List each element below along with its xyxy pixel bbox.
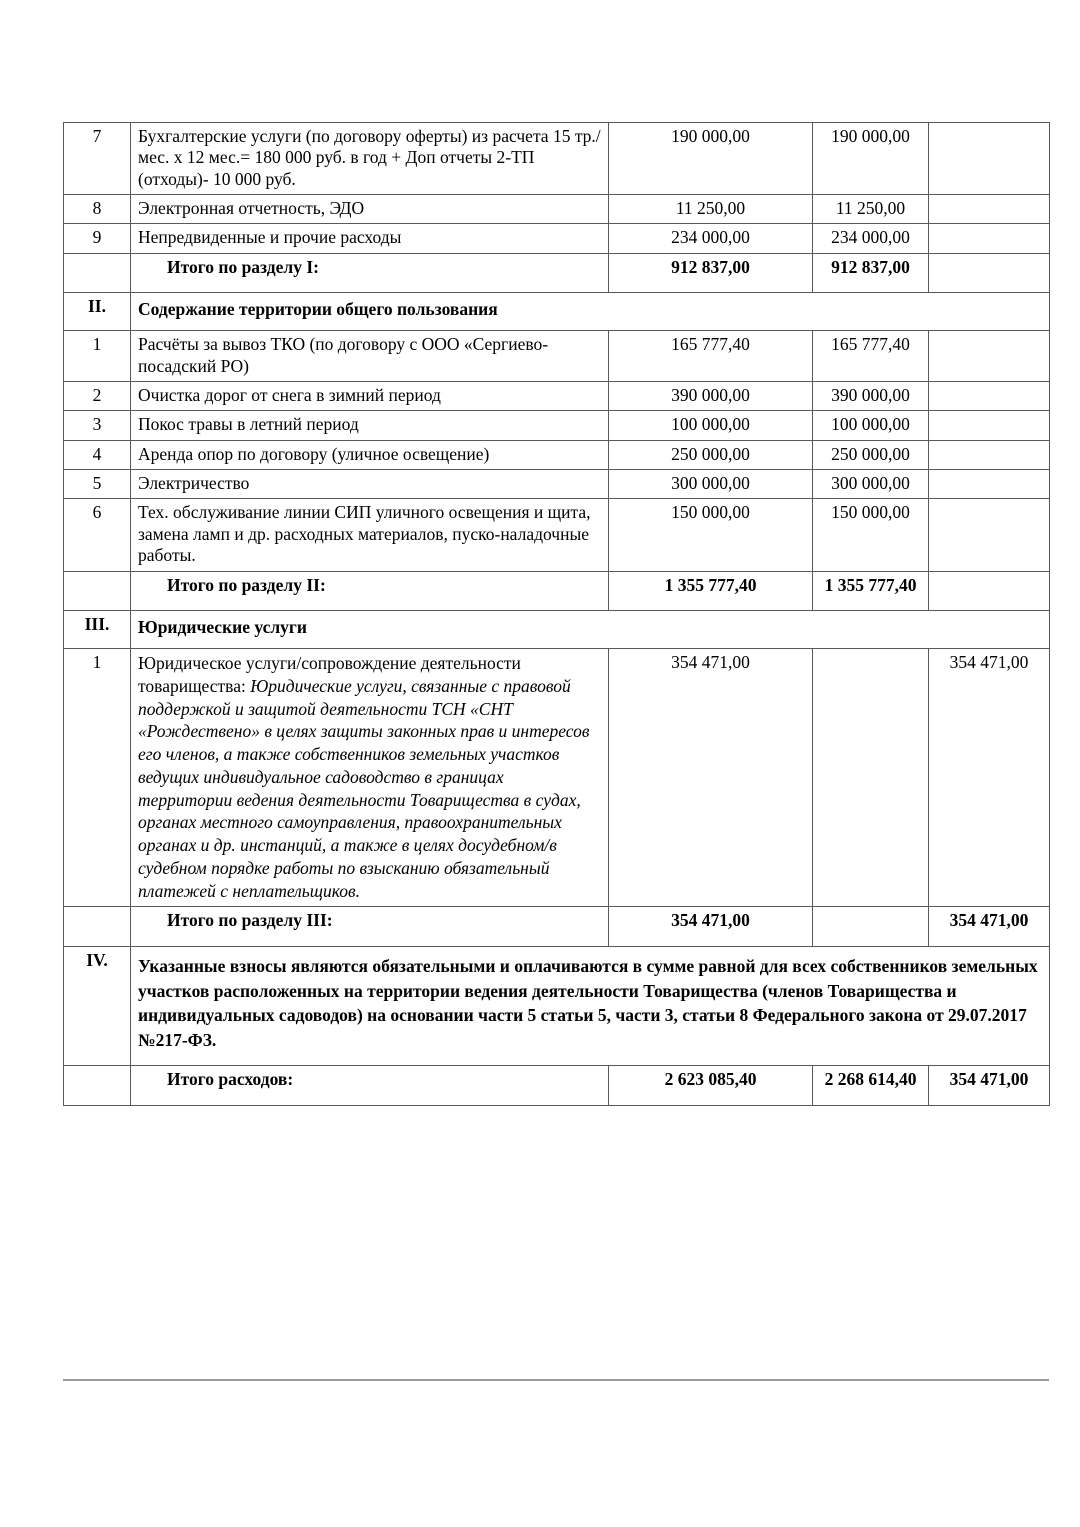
- row-amount-total: 11 250,00: [609, 195, 813, 224]
- table-row: [64, 382, 1050, 411]
- row-amount-target: [929, 123, 1050, 195]
- row-amount-members: 11 250,00: [813, 195, 929, 224]
- section-total-amount-total: 1 355 777,40: [609, 571, 813, 610]
- section-total-label: Итого по разделу I:: [131, 253, 609, 292]
- grand-total-amount-total: 2 623 085,40: [609, 1066, 813, 1105]
- section-4-notice-row: [64, 946, 1050, 1065]
- grand-total-row: [64, 1066, 1050, 1105]
- section-total-amount-members: 912 837,00: [813, 253, 929, 292]
- section-4-notice-text: Указанные взносы являются обязательными и оплачиваются в сумме равной для всех собственников земельных участков расположенных на территории ведения деятельности Товарищества (членов Товарищества и индивидуальных садоводов) на основании части 5 статьи 5, части 3, статьи 8 Федерального закона от 29.07.2017 №217-ФЗ.: [131, 946, 1050, 1065]
- grand-total-amount-target: 354 471,00: [929, 1066, 1050, 1105]
- row-amount-total: 250 000,00: [609, 440, 813, 469]
- row-number: 7: [64, 123, 131, 195]
- row-amount-total: 354 471,00: [609, 649, 813, 907]
- table-row: [64, 224, 1050, 253]
- row-number: [64, 907, 131, 946]
- row-amount-total: 300 000,00: [609, 470, 813, 499]
- table-row: [64, 649, 1050, 907]
- row-amount-members: 150 000,00: [813, 499, 929, 571]
- section-number: IV.: [64, 946, 131, 1065]
- row-amount-target: [929, 411, 1050, 440]
- footer-divider: [63, 1379, 1049, 1381]
- section-total-amount-target: [929, 253, 1050, 292]
- row-number: 9: [64, 224, 131, 253]
- section-total-label: Итого по разделу II:: [131, 571, 609, 610]
- row-amount-members: 234 000,00: [813, 224, 929, 253]
- grand-total-label: Итого расходов:: [131, 1066, 609, 1105]
- section-title: Содержание территории общего пользования: [131, 293, 1050, 331]
- row-description: Расчёты за вывоз ТКО (по договору с ООО «Сергиево-посадский РО): [131, 331, 609, 382]
- section-title: Юридические услуги: [131, 610, 1050, 648]
- grand-total-amount-members: 2 268 614,40: [813, 1066, 929, 1105]
- row-amount-target: [929, 224, 1050, 253]
- section-total-amount-total: 354 471,00: [609, 907, 813, 946]
- row-amount-target: [929, 499, 1050, 571]
- legal-service-detail: Юридические услуги, связанные с правовой поддержкой и защитой деятельности ТСН «СНТ «Рождествено» в целях защиты законных прав и интересов его членов, а также собственников земельных участков ведущих индивидуальное садоводство в границах территории ведения деятельности Товарищества в судах, органах местного самоуправления, правоохранительных органах и др. инстанций, а также в целях досудебном/в судебном порядке работы по взысканию обязательный платежей с неплательщиков.: [138, 675, 590, 901]
- row-amount-total: 190 000,00: [609, 123, 813, 195]
- table-row: [64, 411, 1050, 440]
- section-number: II.: [64, 293, 131, 331]
- row-description: Бухгалтерские услуги (по договору оферты) из расчета 15 тр./мес. х 12 мес.= 180 000 руб. в год + Доп отчеты 2-ТП (отходы)- 10 000 руб.: [131, 123, 609, 195]
- section-1-total-row: [64, 253, 1050, 292]
- row-description: Тех. обслуживание линии СИП уличного освещения и щита, замена ламп и др. расходных материалов, пуско-наладочные работы.: [131, 499, 609, 571]
- table-row: [64, 331, 1050, 382]
- row-description: Аренда опор по договору (уличное освещение): [131, 440, 609, 469]
- row-amount-target: [929, 382, 1050, 411]
- row-description: [131, 649, 609, 907]
- section-total-label: Итого по разделу III:: [131, 907, 609, 946]
- row-amount-total: 390 000,00: [609, 382, 813, 411]
- row-description: Непредвиденные и прочие расходы: [131, 224, 609, 253]
- section-2-total-row: [64, 571, 1050, 610]
- row-amount-total: 100 000,00: [609, 411, 813, 440]
- row-description: Очистка дорог от снега в зимний период: [131, 382, 609, 411]
- row-amount-target: 354 471,00: [929, 649, 1050, 907]
- row-amount-members: 300 000,00: [813, 470, 929, 499]
- row-amount-target: [929, 195, 1050, 224]
- table-row: [64, 470, 1050, 499]
- row-description: Электронная отчетность, ЭДО: [131, 195, 609, 224]
- row-amount-target: [929, 331, 1050, 382]
- row-description: Электричество: [131, 470, 609, 499]
- row-amount-members: 165 777,40: [813, 331, 929, 382]
- table-row: [64, 440, 1050, 469]
- section-3-header-row: [64, 610, 1050, 648]
- row-amount-target: [929, 470, 1050, 499]
- section-total-amount-target: [929, 571, 1050, 610]
- row-number: [64, 571, 131, 610]
- row-amount-members: [813, 649, 929, 907]
- row-amount-total: 150 000,00: [609, 499, 813, 571]
- section-3-total-row: [64, 907, 1050, 946]
- section-total-amount-total: 912 837,00: [609, 253, 813, 292]
- row-amount-members: 190 000,00: [813, 123, 929, 195]
- row-amount-members: 100 000,00: [813, 411, 929, 440]
- row-description: Покос травы в летний период: [131, 411, 609, 440]
- section-total-amount-members: 1 355 777,40: [813, 571, 929, 610]
- row-number: [64, 1066, 131, 1105]
- budget-table: [63, 122, 1050, 1106]
- row-number: 5: [64, 470, 131, 499]
- row-amount-total: 234 000,00: [609, 224, 813, 253]
- section-2-header-row: [64, 293, 1050, 331]
- row-number: 4: [64, 440, 131, 469]
- section-number: III.: [64, 610, 131, 648]
- row-number: 2: [64, 382, 131, 411]
- table-row: [64, 195, 1050, 224]
- table-row: [64, 123, 1050, 195]
- row-number: 1: [64, 649, 131, 907]
- row-amount-total: 165 777,40: [609, 331, 813, 382]
- section-total-amount-members: [813, 907, 929, 946]
- row-number: [64, 253, 131, 292]
- legal-colon: :: [240, 675, 251, 696]
- row-amount-members: 250 000,00: [813, 440, 929, 469]
- legal-service-label: Юридическое услуги/сопровождение деятельности товарищества: [138, 653, 521, 696]
- row-number: 8: [64, 195, 131, 224]
- row-number: 3: [64, 411, 131, 440]
- row-number: 1: [64, 331, 131, 382]
- section-total-amount-target: 354 471,00: [929, 907, 1050, 946]
- row-amount-members: 390 000,00: [813, 382, 929, 411]
- table-row: [64, 499, 1050, 571]
- row-amount-target: [929, 440, 1050, 469]
- row-number: 6: [64, 499, 131, 571]
